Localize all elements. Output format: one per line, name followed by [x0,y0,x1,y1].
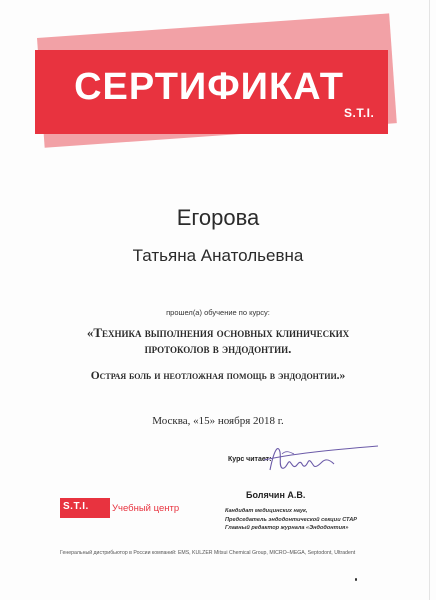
recipient-given-name: Татьяна Анатольевна [132,246,304,265]
course-intro: прошел(а) обучение по курсу: [166,308,270,317]
place-date: Москва, «15» ноября 2018 г. [152,415,284,427]
credential-line: Председатель эндодонтической секции СТАР [225,516,357,523]
course-title-line2: протоколов в эндодонтии. [144,341,292,356]
paper-speck [355,578,357,581]
course-subtitle: Острая боль и неотложная помощь в эндодонтии.» [90,370,346,382]
recipient-surname: Егорова [176,205,260,230]
training-center-logo-text: S.T.I. [63,501,89,512]
training-center-label: Учебный центр [112,503,180,514]
course-title-line1: «Техника выполнения основных клинических [86,325,350,340]
lecturer-label: Курс читает: [228,456,272,463]
sheet-edge [429,0,430,600]
lecturer-credentials [225,507,405,533]
banner-logo: S.T.I. [344,106,375,120]
certificate-title: СЕРТИФИКАТ [74,66,344,108]
lecturer-name: Болячин А.В. [246,490,306,500]
distributor-footer: Генеральный дистрибьютор в России компаний: EMS, KULZER Mitsui Chemical Group, MICRO–MEGA, Septodont, Ultradent [60,550,356,556]
credential-line: Кандидат медицинских наук, [225,508,308,514]
signature-image [260,440,380,480]
credential-line: Главный редактор журнала «Эндодонтия» [225,525,349,531]
